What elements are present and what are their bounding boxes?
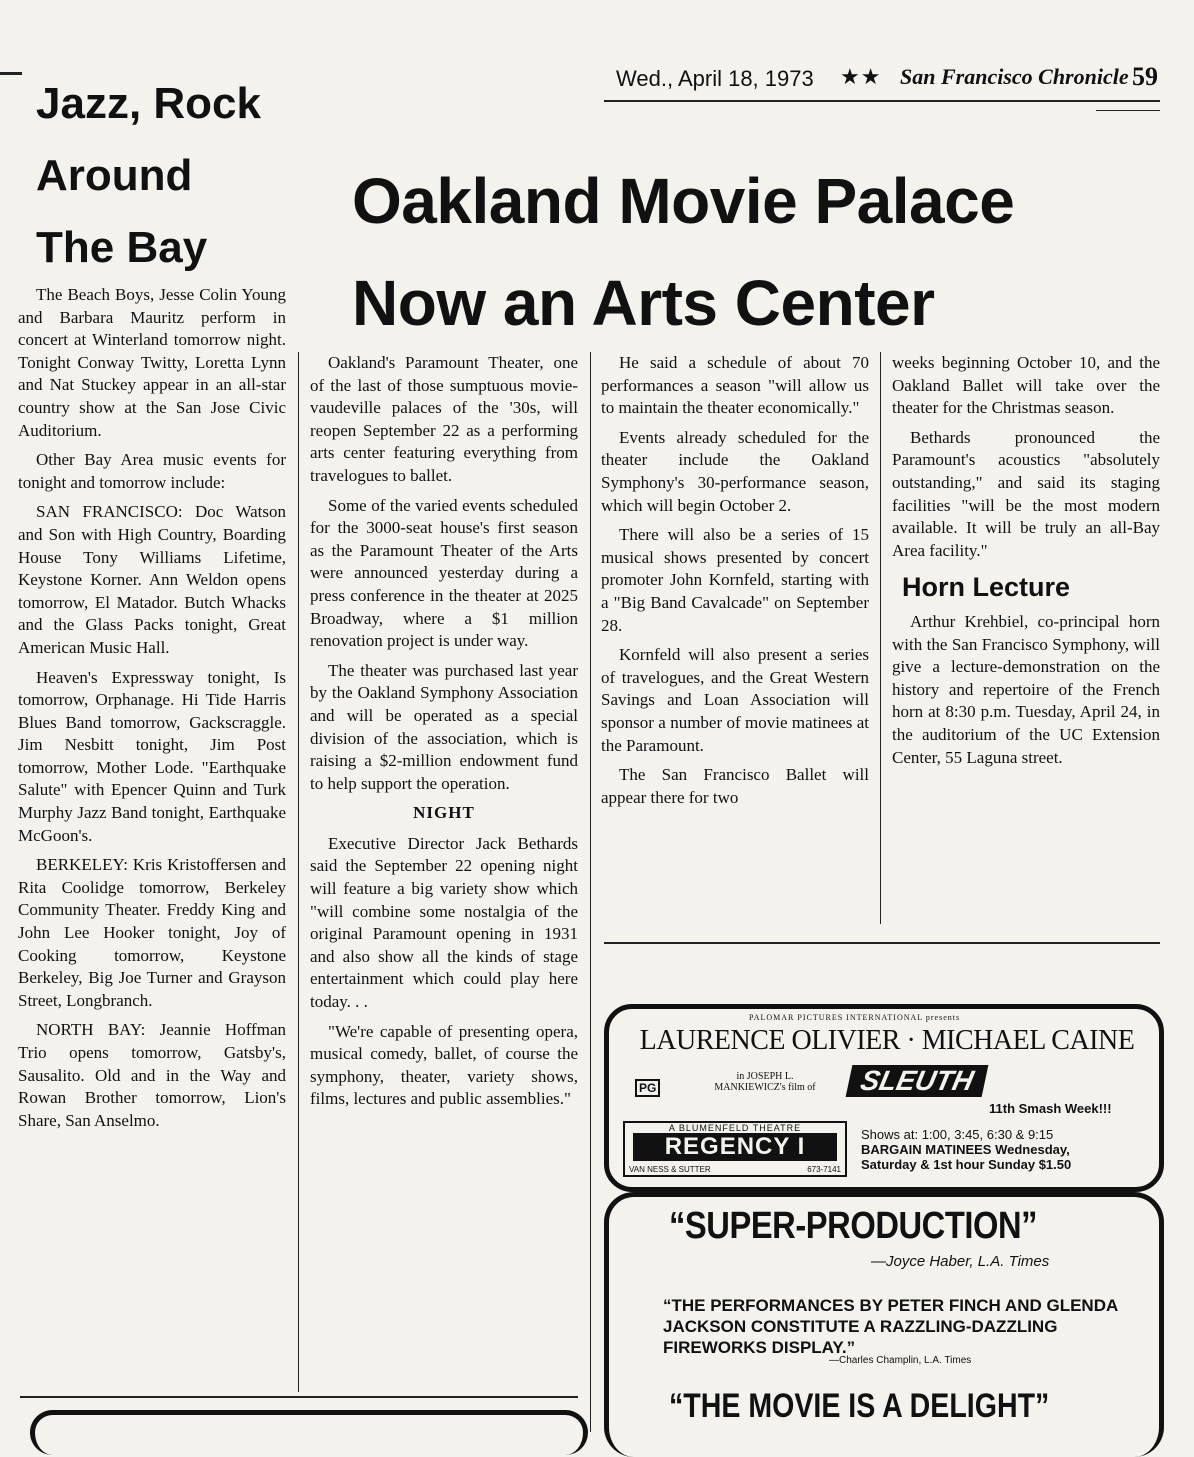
article-paragraph: Heaven's Expressway tonight, Is tomorrow, Orphanage. Hi Tide Harris Blues Band tomorrow, Gackscraggle. Jim Nesbitt tonight, Jim Post tomorrow, Mother Lode. "Earthquake Salute" with Epencer Quinn and Turk Murphy Jazz Band tonight, Earthquake McGoon's. (18, 667, 286, 845)
column-rule (298, 352, 299, 1392)
article-paragraph: "We're capable of presenting opera, musical comedy, ballet, of course the symphony, theater, variety shows, films, lectures and public assemblies." (310, 1021, 578, 1109)
article-paragraph: The Beach Boys, Jesse Colin Young and Barbara Mauritz perform in concert at Winterland tomorrow night. Tonight Conway Twitty, Loretta Lynn and Nat Stuckey appear in an all-star country show at the San Jose Civic Auditorium. (18, 285, 286, 440)
ad-smash-week: 11th Smash Week!!! (989, 1101, 1112, 1116)
rating-badge: PG (635, 1079, 660, 1097)
article-paragraph: Oakland's Paramount Theater, one of the last of those sumptuous movie-vaudeville palaces of the '30s, will reopen September 22 as a performing arts center featuring everything from travelogues to ballet. (310, 353, 578, 485)
matinee-line: BARGAIN MATINEES Wednesday, (861, 1142, 1070, 1157)
main-headline (352, 150, 1152, 354)
ad-presenter: PALOMAR PICTURES INTERNATIONAL presents (749, 1013, 961, 1022)
article-paragraph: The San Francisco Ballet will appear there for two (601, 765, 869, 807)
theatre-address: VAN NESS & SUTTER (629, 1165, 711, 1174)
page-number: 59 (1132, 62, 1158, 91)
edition-stars: ★★ (840, 64, 882, 89)
section-rule (20, 1396, 578, 1398)
column-rule (590, 352, 591, 1432)
review-quote-ad (604, 1192, 1164, 1457)
ad-cast: LAURENCE OLIVIER · MICHAEL CAINE (639, 1025, 1135, 1056)
article-paragraph: SAN FRANCISCO: Doc Watson and Son with High Country, Boarding House Tony Williams Lifetime, Keystone Korner. Ann Weldon opens tomorrow, El Matador. Butch Whacks and the Glass Packs tonight, Great American Music Hall. (18, 502, 286, 657)
ad-headline-2: “THE MOVIE IS A DELIGHT” (669, 1387, 1050, 1425)
masthead-rule (604, 100, 1160, 102)
article-paragraph: Some of the varied events scheduled for the 3000-seat house's first season as the Paramount Theater of the Arts were announced yesterday during a press conference in the theater at 2025 Broadway, where a $1 million renovation project is under way. (310, 495, 578, 651)
sleuth-title-logo: SLEUTH (846, 1065, 989, 1097)
article-paragraph: Events already scheduled for the theater include the Oakland Symphony's 30-performance season, which will begin October 2. (601, 427, 869, 515)
article-paragraph: There will also be a series of 15 musical shows presented by concert promoter John Kornfeld, starting with a "Big Band Cavalcade" on September 28. (601, 525, 869, 635)
section-subhead: NIGHT (413, 803, 475, 823)
main-headline-line: Oakland Movie Palace (352, 165, 1015, 237)
theatre-owner: A BLUMENFELD THEATRE (668, 1123, 802, 1133)
matinee-line: Saturday & 1st hour Sunday $1.50 (861, 1157, 1072, 1172)
showtimes (861, 1127, 1071, 1172)
left-headline-line: Jazz, Rock (36, 79, 261, 128)
regency-theatre-box (623, 1121, 847, 1177)
article-column-2 (310, 352, 578, 1118)
article-paragraph: NORTH BAY: Jeannie Hoffman Trio opens tomorrow, Gatsby's, Sausalito. Old and in the Way and Rowan Brother tomorrow, Lion's Share, San Anselmo. (18, 1020, 286, 1130)
article-column-4 (892, 352, 1160, 776)
horn-lecture-heading: Horn Lecture (902, 572, 1071, 603)
ad-headline: “SUPER-PRODUCTION” (669, 1205, 1038, 1247)
article-paragraph: He said a schedule of about 70 performances a season "will allow us to maintain the theater economically." (601, 353, 869, 418)
article-paragraph: weeks beginning October 10, and the Oakland Ballet will take over the theater for the Christmas season. (892, 353, 1160, 418)
newspaper-name: San Francisco Chronicle (900, 64, 1129, 89)
left-headline-line: The Bay (36, 223, 208, 272)
main-headline-line: Now an Arts Center (352, 267, 935, 339)
partial-ad-border (30, 1410, 588, 1455)
article-paragraph: Other Bay Area music events for tonight and tomorrow include: (18, 450, 286, 492)
ad-director: in JOSEPH L. MANKIEWICZ's film of (714, 1071, 816, 1093)
article-column-3 (601, 352, 869, 816)
article-paragraph: The theater was purchased last year by the Oakland Symphony Association and will be operated as a special division of the association, which is raising a $2-million endowment fund to help support the operation. (310, 660, 578, 793)
left-headline (36, 68, 296, 284)
issue-date: Wed., April 18, 1973 (616, 66, 814, 91)
ad-attribution: —Joyce Haber, L.A. Times (871, 1253, 1050, 1270)
showtimes-line: Shows at: 1:00, 3:45, 6:30 & 9:15 (861, 1127, 1054, 1142)
left-headline-line: Around (36, 151, 193, 200)
theatre-name: REGENCY I (633, 1133, 837, 1161)
music-events-column (18, 284, 286, 1139)
article-paragraph: Bethards pronounced the Paramount's acoustics "absolutely outstanding," and said its staging facilities "will be the most modern available. It will be truly an all-Bay Area facility." (892, 427, 1160, 560)
sleuth-movie-ad (604, 1004, 1164, 1192)
ad-review-quote: “THE PERFORMANCES BY PETER FINCH AND GLENDA JACKSON CONSTITUTE A RAZZLING-DAZZLING FIREWORKS DISPLAY.” (663, 1296, 1118, 1357)
ad-attribution: —Charles Champlin, L.A. Times (829, 1355, 972, 1366)
masthead (600, 62, 1168, 98)
article-paragraph: BERKELEY: Kris Kristoffersen and Rita Coolidge tomorrow, Berkeley Community Theater. Freddy King and John Lee Hooker tonight, Joy of Cooking tomorrow, Keystone Berkeley, Big Joe Turner and Grayson Street, Longbranch. (18, 855, 286, 1010)
section-rule (604, 942, 1160, 944)
masthead-rule-thin (1096, 110, 1160, 111)
theatre-phone: 673-7141 (807, 1165, 841, 1174)
left-edge-mark (0, 72, 22, 75)
article-paragraph: Arthur Krehbiel, co-principal horn with the San Francisco Symphony, will give a lecture-demonstration on the history and repertoire of the French horn at 8:30 p.m. Tuesday, April 24, in the auditorium of the UC Extension Center, 55 Laguna street. (892, 611, 1160, 767)
column-rule (880, 352, 881, 924)
article-paragraph: Executive Director Jack Bethards said the September 22 opening night will feature a big variety show which "will combine some nostalgia of the original Paramount opening in 1931 and also show all the kinds of stage entertainment which could play here today. . . (310, 833, 578, 1012)
article-paragraph: Kornfeld will also present a series of travelogues, and the Great Western Savings and Loan Association will sponsor a number of movie matinees at the Paramount. (601, 645, 869, 755)
